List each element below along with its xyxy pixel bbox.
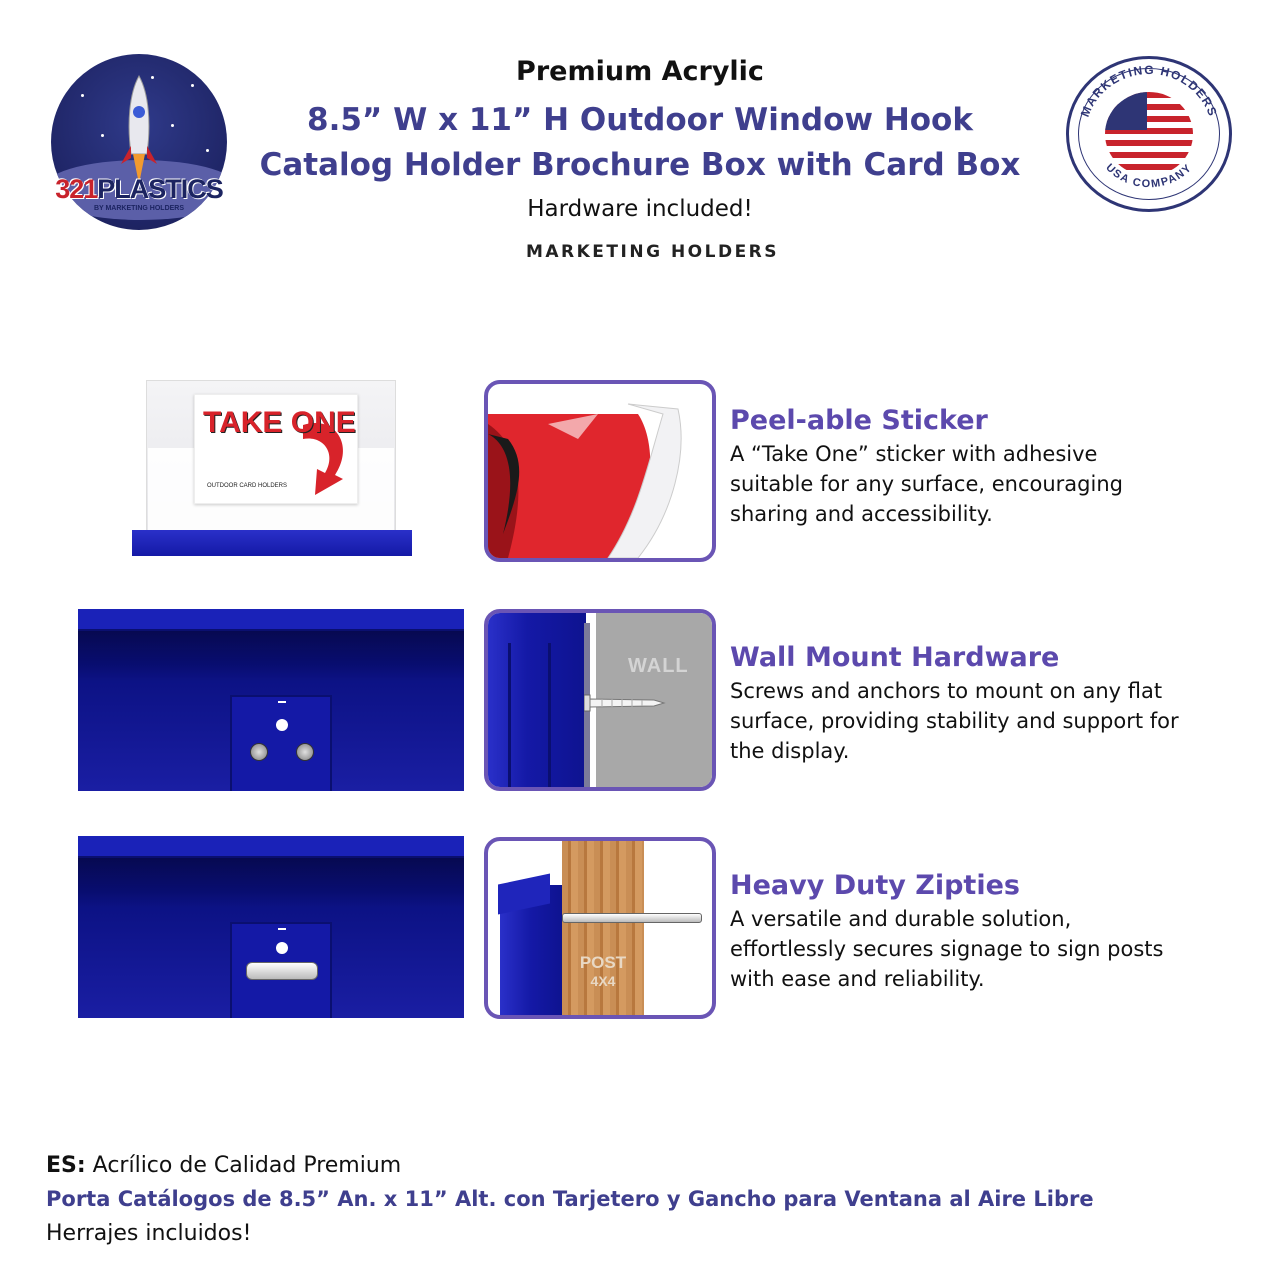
feature-desc-sticker: A “Take One” sticker with adhesive suitable for any surface, encouraging sharing and accessibility.: [730, 442, 1123, 526]
feature-desc-wall-mount: Screws and anchors to mount on any flat surface, providing stability and support for the display.: [730, 679, 1179, 763]
logo-wordmark: 321PLASTICS: [55, 174, 223, 204]
logo-subtitle: BY MARKETING HOLDERS: [93, 205, 185, 212]
feature-desc-zipties: A versatile and durable solution, effortlessly secures signage to sign posts with ease and reliability.: [730, 907, 1164, 991]
header-subtitle: Premium Acrylic: [516, 56, 764, 87]
ziptie-icon: [246, 962, 318, 980]
product-back-ziptie: [78, 836, 464, 1018]
post-label: POST: [579, 953, 627, 972]
spanish-hardware-text: Herrajes incluidos!: [46, 1221, 252, 1246]
seal-top-text: MARKETING HOLDERS: [1077, 62, 1221, 119]
sticker-title: TAKE ONE: [203, 406, 356, 439]
screw-icon: [250, 743, 268, 761]
seal-bottom-text: USA COMPANY: [1103, 161, 1195, 191]
product-back-screws: [78, 609, 464, 791]
wall-label: WALL: [628, 655, 689, 677]
peel-sticker-closeup: [484, 380, 716, 562]
anchor-icon: [584, 691, 674, 715]
spanish-title: Porta Catálogos de 8.5” An. x 11” Alt. con Tarjetero y Gancho para Ventana al Aire Libre: [46, 1187, 1094, 1211]
product-title: [0, 98, 1280, 188]
product-image-sticker: [130, 378, 414, 558]
product-title-line-2: Catalog Holder Brochure Box with Card Box: [259, 147, 1021, 183]
hardware-included-text: Hardware included!: [527, 196, 753, 222]
brand-name: MARKETING HOLDERS: [525, 242, 780, 262]
post-size-label: 4X4: [590, 973, 616, 989]
product-title-line-1: 8.5” W x 11” H Outdoor Window Hook: [307, 102, 973, 138]
feature-title-zipties: Heavy Duty Zipties: [730, 870, 1020, 901]
spanish-subtitle: ES: Acrílico de Calidad Premium: [46, 1153, 402, 1178]
feature-title-sticker: Peel-able Sticker: [730, 405, 988, 436]
wall-mount-closeup: [484, 609, 716, 791]
sticker-subtitle: OUTDOOR CARD HOLDERS: [207, 483, 288, 489]
feature-title-wall-mount: Wall Mount Hardware: [730, 642, 1060, 673]
ziptie-post-closeup: [484, 837, 716, 1019]
